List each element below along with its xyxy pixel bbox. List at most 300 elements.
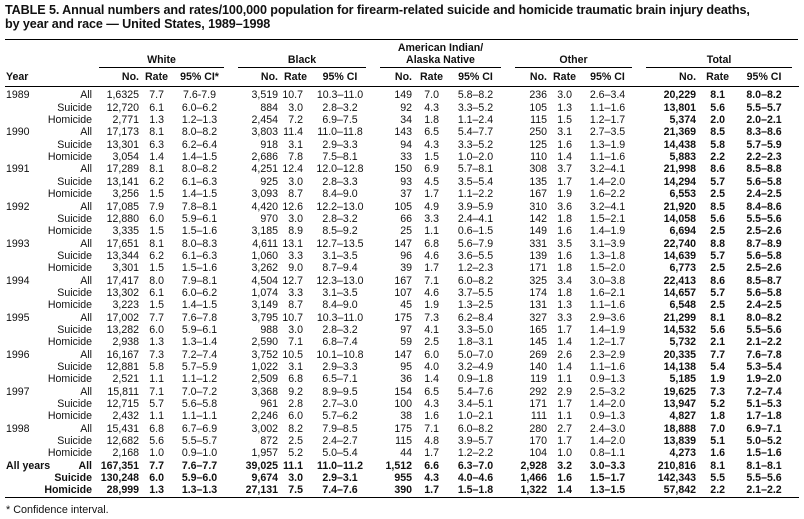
rate-cell: 6.5 (424, 126, 439, 139)
table-row (5, 386, 799, 398)
no-cell: 167 (394, 274, 412, 287)
no-cell: 325 (529, 274, 547, 287)
no-cell: 17,002 (106, 311, 139, 324)
table-row (5, 225, 799, 237)
rate-cell: 3.3 (288, 249, 303, 262)
rate-cell: 5.4 (710, 360, 726, 373)
rate-cell: 4.5 (424, 175, 439, 188)
ci-cell: 7.0–7.2 (181, 385, 218, 398)
year-cell (5, 435, 41, 447)
ci-cell: 3.5–5.4 (457, 175, 494, 188)
rate-cell: 1.1 (557, 373, 572, 386)
ci-cell: 2.7–3.0 (322, 398, 358, 410)
group-label-top: American Indian/ (397, 42, 484, 55)
rate-cell: 8.7 (288, 299, 303, 312)
no-cell: 142 (529, 212, 547, 225)
table-row (5, 312, 799, 324)
no-cell: 110 (530, 151, 547, 164)
table-title-line1: TABLE 5. Annual numbers and rates/100,000 population for firearm-related suicide and homicide traumatic brain injury deaths, (5, 3, 750, 17)
rate-cell: 2.1 (710, 336, 726, 349)
ci-cell: 1.3–1.5 (589, 484, 626, 497)
table-row (5, 460, 799, 472)
category-cell: All (80, 126, 92, 139)
rate-cell: 5.2 (710, 398, 726, 410)
ci-cell: 1.2–1.3 (181, 114, 218, 127)
ci-cell: 8.5–8.8 (746, 163, 782, 176)
ci-cell: 5.6–5.8 (181, 398, 218, 410)
ci-cell: 1.3–1.3 (181, 484, 218, 497)
no-cell: 2,432 (112, 410, 139, 423)
no-cell: 175 (394, 311, 412, 324)
no-cell: 100 (394, 398, 412, 410)
no-cell: 1,466 (520, 472, 547, 485)
no-cell: 111 (530, 410, 547, 423)
rate-cell: 1.8 (557, 286, 572, 299)
no-cell: 1,074 (251, 286, 278, 299)
no-cell: 17,173 (106, 126, 139, 139)
no-cell: 14,138 (663, 360, 697, 373)
no-cell: 21,920 (663, 200, 697, 213)
ci-cell: 3.9–5.7 (457, 435, 494, 448)
rate-cell: 7.1 (424, 274, 439, 287)
no-cell: 2,521 (112, 373, 139, 386)
rate-cell: 2.2 (710, 484, 726, 497)
column-header-no: No. (231, 68, 278, 87)
category-cell: All (80, 348, 92, 361)
ci-cell: 2.4–2.5 (746, 299, 782, 312)
rate-cell: 5.7 (710, 286, 726, 299)
no-cell: 145 (529, 336, 547, 349)
no-cell: 3,223 (112, 299, 139, 312)
no-cell: 167,351 (100, 459, 139, 472)
table-row (5, 238, 799, 250)
column-header-no: No. (508, 68, 547, 87)
category-cell: All (80, 89, 92, 102)
rate-cell: 2.5 (710, 188, 726, 201)
ci-cell: 0.9–1.3 (589, 410, 626, 423)
ci-cell: 8.1–8.1 (746, 459, 782, 472)
rate-cell: 8.1 (149, 163, 164, 176)
ci-cell: 1.5–2.0 (589, 262, 626, 275)
ci-cell: 1.1–2.4 (457, 114, 494, 127)
no-cell: 331 (529, 237, 547, 250)
ci-cell: 1.1–2.2 (457, 188, 494, 201)
no-cell: 147 (394, 348, 412, 361)
ci-cell: 7.6–7.7 (181, 459, 218, 472)
rate-cell: 5.6 (710, 212, 726, 225)
rate-cell: 12.4 (282, 163, 303, 176)
rate-cell: 1.3 (149, 484, 164, 497)
category-cell: Suicide (57, 435, 92, 448)
ci-cell: 2.5–3.2 (589, 385, 626, 398)
rate-cell: 7.2 (288, 114, 303, 127)
no-cell: 12,715 (106, 398, 139, 410)
rate-cell: 8.5 (710, 126, 726, 139)
group-label: Total (706, 53, 732, 66)
table-row (5, 361, 799, 373)
ci-cell: 2.1–2.2 (746, 336, 782, 349)
ci-cell: 3.0–3.8 (589, 274, 626, 287)
ci-cell: 5.0–5.2 (746, 435, 782, 448)
category-cell: Homicide (47, 410, 92, 423)
ci-cell: 3.2–4.1 (589, 163, 626, 176)
ci-cell: 2.4–3.0 (589, 422, 626, 435)
category-cell: Homicide (47, 447, 92, 460)
ci-cell: 12.0–12.8 (316, 163, 364, 176)
no-cell: 6,553 (669, 188, 697, 201)
no-cell: 6,548 (669, 299, 697, 312)
rate-cell: 1.9 (710, 373, 726, 386)
category-cell: All (78, 459, 92, 472)
rate-cell: 1.4 (557, 484, 572, 497)
category-cell: All (80, 237, 92, 250)
rate-cell: 5.1 (710, 435, 726, 448)
ci-cell: 2.9–3.3 (322, 360, 358, 373)
no-cell: 3,185 (251, 225, 278, 238)
year-cell (5, 250, 41, 262)
ci-cell: 7.9–8.1 (181, 274, 218, 287)
ci-cell: 11.0–11.8 (317, 126, 363, 139)
no-cell: 107 (394, 286, 412, 299)
rate-cell: 1.4 (149, 151, 164, 164)
year-cell (5, 373, 41, 385)
ci-cell: 1.2–1.7 (589, 336, 626, 349)
ci-cell: 1.6–2.1 (589, 286, 626, 299)
ci-cell: 5.6–5.8 (746, 175, 782, 188)
rate-cell: 7.7 (149, 311, 164, 324)
category-cell: Suicide (57, 360, 92, 373)
no-cell: 20,229 (663, 89, 697, 102)
column-header-ci: 95% CI (307, 68, 373, 87)
ci-cell: 6.1–6.3 (181, 175, 218, 188)
no-cell: 280 (529, 422, 547, 435)
rate-cell: 7.3 (710, 385, 726, 398)
table-header (5, 40, 799, 87)
ci-cell: 3.2–4.9 (457, 360, 494, 373)
rate-cell: 3.5 (557, 237, 572, 250)
no-cell: 4,504 (251, 274, 278, 287)
rate-cell: 13.1 (282, 237, 303, 250)
no-cell: 143 (394, 126, 412, 139)
no-cell: 115 (530, 114, 547, 127)
no-cell: 2,928 (520, 459, 547, 472)
no-cell: 310 (529, 200, 547, 213)
rate-cell: 1.7 (424, 447, 439, 460)
no-cell: 961 (260, 398, 278, 410)
table-body (5, 87, 799, 497)
no-cell: 13,947 (663, 398, 697, 410)
year-cell (5, 176, 41, 188)
table-row (5, 213, 799, 225)
no-cell: 12,720 (106, 101, 139, 114)
ci-cell: 1.3–2.5 (457, 299, 494, 312)
ci-cell: 5.7–8.1 (457, 163, 494, 176)
rate-cell: 8.7 (288, 188, 303, 201)
rate-cell: 4.1 (424, 323, 439, 336)
ci-cell: 6.9–7.5 (322, 114, 358, 127)
rate-cell: 1.8 (557, 262, 572, 275)
no-cell: 872 (260, 435, 278, 448)
no-cell: 13,801 (663, 101, 697, 114)
rate-cell: 7.3 (424, 311, 439, 324)
rate-cell: 1.8 (710, 410, 726, 423)
year-cell: 1995 (6, 311, 30, 324)
rate-cell: 1.5 (149, 188, 164, 201)
rate-cell: 4.3 (424, 101, 439, 114)
category-cell: Suicide (57, 175, 92, 188)
rate-cell: 1.7 (557, 323, 572, 336)
table-row (5, 423, 799, 435)
column-header-rate: Rate (278, 68, 307, 87)
ci-cell: 5.7–5.9 (746, 138, 782, 151)
no-cell: 44 (400, 447, 412, 460)
no-cell: 57,842 (663, 484, 697, 497)
ci-cell: 3.6–5.5 (457, 249, 494, 262)
rate-cell: 2.5 (288, 435, 303, 448)
table-row (5, 262, 799, 274)
no-cell: 1,512 (385, 459, 412, 472)
no-cell: 39 (400, 262, 412, 275)
rate-cell: 1.6 (557, 472, 572, 485)
no-cell: 5,883 (669, 151, 697, 164)
rate-cell: 10.5 (282, 348, 303, 361)
rate-cell: 1.3 (149, 114, 164, 127)
rate-cell: 3.0 (288, 212, 303, 225)
rate-cell: 2.5 (710, 225, 726, 238)
ci-cell: 1.3–1.8 (589, 249, 626, 262)
rate-cell: 8.1 (710, 459, 726, 472)
no-cell: 6,694 (669, 225, 697, 238)
rate-cell: 1.5 (149, 299, 164, 312)
ci-cell: 8.9–9.5 (322, 385, 358, 398)
category-cell: Homicide (47, 188, 92, 201)
rate-cell: 4.3 (424, 398, 439, 410)
rate-cell: 8.6 (710, 274, 726, 287)
ci-cell: 8.5–9.2 (322, 225, 358, 238)
ci-cell: 1.5–1.6 (746, 447, 782, 460)
ci-cell: 3.3–5.0 (457, 323, 494, 336)
ci-cell: 1.9–2.0 (746, 373, 782, 386)
rate-cell: 7.7 (149, 89, 164, 102)
category-cell: Homicide (47, 299, 92, 312)
no-cell: 13,839 (663, 435, 697, 448)
column-header-rate: Rate (412, 68, 443, 87)
year-cell: 1991 (6, 163, 30, 176)
ci-cell: 2.9–3.6 (589, 311, 626, 324)
rate-cell: 1.7 (557, 175, 572, 188)
no-cell: 2,590 (251, 336, 278, 349)
year-cell: 1992 (6, 200, 30, 213)
no-cell: 105 (529, 101, 547, 114)
ci-cell: 5.1–5.3 (746, 398, 782, 410)
ci-cell: 5.3–5.4 (746, 360, 782, 373)
rate-cell: 6.1 (149, 101, 164, 114)
no-cell: 4,273 (669, 447, 697, 460)
rate-cell: 7.0 (424, 89, 439, 102)
rate-cell: 8.0 (149, 274, 164, 287)
rate-cell: 6.3 (149, 138, 164, 151)
ci-cell: 1.4–1.5 (181, 151, 218, 164)
column-header-year: Year (5, 68, 41, 87)
ci-cell: 1.3–1.4 (181, 336, 218, 349)
rate-cell: 2.7 (557, 422, 572, 435)
no-cell: 3,368 (251, 385, 278, 398)
ci-cell: 1.1–1.1 (181, 410, 218, 423)
category-cell: Suicide (57, 212, 92, 225)
column-header-ci: 95% CI (576, 68, 639, 87)
no-cell: 15,431 (106, 422, 139, 435)
ci-cell: 5.0–7.0 (457, 348, 494, 361)
ci-cell: 5.9–6.0 (181, 472, 218, 485)
no-cell: 9,674 (251, 472, 278, 485)
no-cell: 139 (529, 249, 547, 262)
rate-cell: 7.8 (288, 151, 303, 164)
rate-cell: 5.6 (710, 101, 726, 114)
year-cell (5, 225, 41, 237)
column-header-row (5, 68, 799, 87)
ci-cell: 10.3–11.0 (316, 89, 364, 102)
table-row (5, 176, 799, 188)
ci-cell: 3.3–5.2 (457, 138, 494, 151)
no-cell: 92 (400, 101, 412, 114)
no-cell: 6,773 (669, 262, 697, 275)
table-row (5, 163, 799, 175)
no-cell: 131 (529, 299, 547, 312)
year-cell (5, 114, 41, 126)
rate-cell: 5.5 (710, 472, 726, 485)
year-cell: 1996 (6, 348, 30, 361)
rate-cell: 1.4 (557, 336, 572, 349)
column-header-rate: Rate (696, 68, 729, 87)
year-cell (5, 287, 41, 299)
no-cell: 1,6325 (106, 89, 139, 102)
no-cell: 149 (529, 225, 547, 238)
category-cell: Suicide (57, 398, 92, 410)
no-cell: 2,938 (112, 336, 139, 349)
year-cell (5, 213, 41, 225)
no-cell: 2,246 (251, 410, 278, 423)
table-row (5, 373, 799, 385)
no-cell: 105 (394, 200, 412, 213)
rate-cell: 1.3 (557, 299, 572, 312)
ci-cell: 2.4–2.5 (746, 188, 782, 201)
no-cell: 142,343 (657, 472, 697, 485)
no-cell: 2,771 (112, 114, 139, 127)
category-cell: Homicide (47, 151, 92, 164)
ci-cell: 2.5–2.6 (746, 225, 782, 238)
no-cell: 12,881 (106, 360, 139, 373)
no-cell: 14,657 (663, 286, 697, 299)
table-row (5, 349, 799, 361)
ci-cell: 1.3–1.9 (589, 138, 626, 151)
ci-cell: 5.7–6.2 (322, 410, 358, 423)
ci-cell: 3.1–3.5 (322, 249, 358, 262)
ci-cell: 7.2–7.4 (746, 385, 782, 398)
no-cell: 15,811 (107, 385, 139, 398)
rate-cell: 6.8 (424, 237, 439, 250)
no-cell: 13,302 (106, 286, 139, 299)
no-cell: 28,999 (106, 484, 139, 497)
column-header-ci: 95% CI* (168, 68, 231, 87)
rate-cell: 12.6 (282, 200, 303, 213)
rate-cell: 4.0 (424, 360, 439, 373)
ci-cell: 5.4–7.7 (457, 126, 494, 139)
table-row (5, 151, 799, 163)
no-cell: 66 (400, 212, 412, 225)
rate-cell: 1.8 (424, 114, 439, 127)
rate-cell: 1.4 (557, 360, 572, 373)
column-header-rate: Rate (139, 68, 168, 87)
year-cell: 1998 (6, 422, 30, 435)
rate-cell: 3.1 (288, 360, 303, 373)
table-row (5, 447, 799, 459)
rate-cell: 10.7 (282, 89, 303, 102)
ci-cell: 8.7–8.9 (746, 237, 782, 250)
rate-cell: 1.1 (557, 410, 572, 423)
rate-cell: 5.8 (149, 360, 164, 373)
no-cell: 918 (260, 138, 278, 151)
rate-cell: 4.3 (424, 138, 439, 151)
no-cell: 130,248 (100, 472, 139, 485)
category-cell: All (80, 200, 92, 213)
ci-cell: 6.9–7.1 (746, 422, 782, 435)
ci-cell: 0.9–1.3 (589, 373, 626, 386)
ci-cell: 2.6–3.4 (589, 89, 626, 102)
group-header-black (231, 40, 373, 68)
rate-cell: 8.1 (149, 237, 164, 250)
no-cell: 34 (400, 114, 412, 127)
ci-cell: 1.1–1.6 (589, 299, 626, 312)
ci-cell: 8.7–9.4 (322, 262, 358, 275)
ci-cell: 1.7–1.8 (746, 410, 782, 423)
no-cell: 250 (529, 126, 547, 139)
ci-cell: 1.4–1.5 (181, 188, 218, 201)
ci-cell: 1.8–3.1 (457, 336, 494, 349)
ci-cell: 7.9–8.5 (322, 422, 358, 435)
ci-cell: 8.0–8.2 (746, 311, 782, 324)
rate-cell: 6.2 (149, 175, 164, 188)
rate-cell: 2.0 (710, 114, 726, 127)
no-cell: 27,131 (245, 484, 278, 497)
no-cell: 16,167 (106, 348, 139, 361)
rate-cell: 4.6 (424, 249, 439, 262)
rate-cell: 8.9 (288, 225, 303, 238)
year-cell (5, 472, 41, 484)
no-cell: 21,998 (663, 163, 697, 176)
ci-cell: 4.0–4.6 (457, 472, 494, 485)
group-header-spacer (5, 40, 92, 68)
year-cell (5, 484, 41, 497)
column-header-no: No. (92, 68, 139, 87)
no-cell: 12,880 (106, 212, 139, 225)
group-label: White (147, 53, 176, 66)
ci-cell: 6.8–7.4 (322, 336, 358, 349)
no-cell: 3,803 (251, 126, 278, 139)
no-cell: 150 (394, 163, 412, 176)
rate-cell: 3.0 (288, 323, 303, 336)
rate-cell: 6.0 (424, 348, 439, 361)
no-cell: 2,509 (251, 373, 278, 386)
no-cell: 19,625 (663, 385, 697, 398)
rate-cell: 1.8 (557, 212, 572, 225)
rate-cell: 1.0 (557, 447, 572, 460)
category-cell: All (80, 422, 92, 435)
rate-cell: 7.1 (424, 422, 439, 435)
no-cell: 1,060 (251, 249, 278, 262)
no-cell: 18,888 (663, 422, 697, 435)
no-cell: 104 (529, 447, 547, 460)
table-row (5, 126, 799, 138)
